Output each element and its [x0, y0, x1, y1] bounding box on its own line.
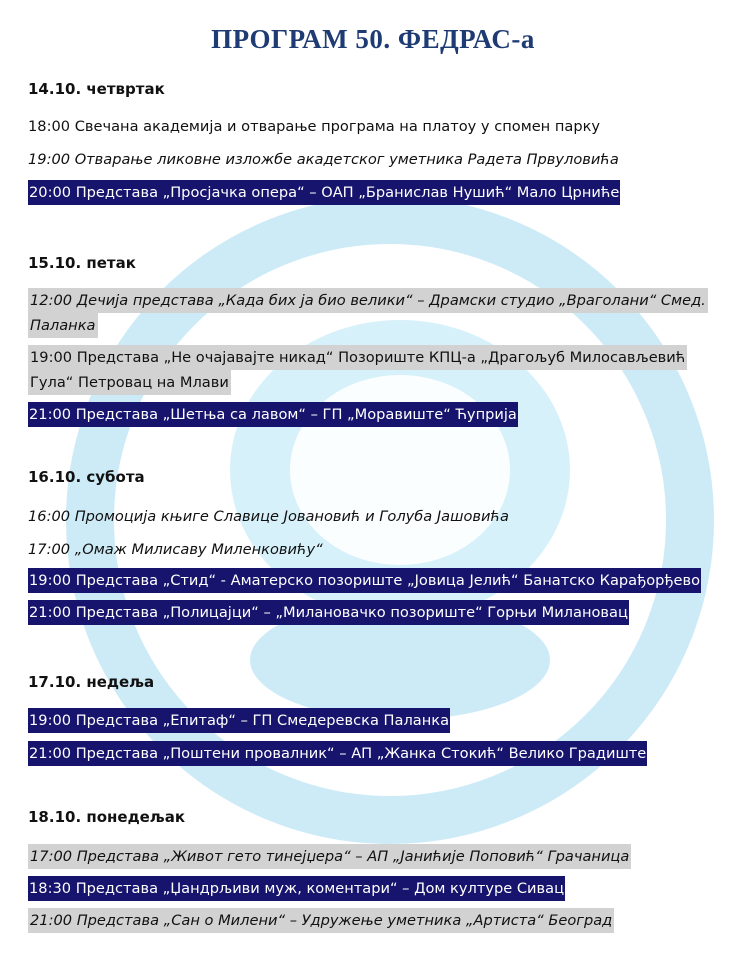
event-item: 19:00 Представа „Епитаф“ – ГП Смедеревска Паланка [28, 708, 450, 733]
event-item: 19:00 Отварање ликовне изложбе акадетског уметника Радета Првуловића [28, 151, 619, 168]
event-item-line: Гула“ Петровац на Млави [28, 370, 231, 395]
event-item: 21:00 Представа „Полицајци“ – „Милановачко позориште“ Горњи Милановац [28, 600, 629, 625]
page-title: ПРОГРАМ 50. ФЕДРАС-а [211, 24, 535, 54]
event-item: 17:00 Представа „Живот гето тинејџера“ – АП „Јанићије Поповић“ Грачаница [28, 844, 631, 869]
event-item: 20:00 Представа „Просјачка опера“ – ОАП „Бранислав Нушић“ Мало Црниће [28, 180, 620, 205]
day-heading: 14.10. четвртак [28, 80, 165, 98]
day-heading: 18.10. понедељак [28, 808, 186, 826]
day-heading: 15.10. петак [28, 254, 136, 272]
event-item-line: 12:00 Дечија представа „Када бих ја био велики“ – Драмски студио „Враголани“ Смед. [28, 288, 708, 313]
event-item: 21:00 Представа „Сан о Милени“ – Удружење уметника „Артиста“ Београд [28, 908, 614, 933]
event-item: 18:00 Свечана академија и отварање програма на платоу у спомен парку [28, 118, 601, 135]
event-item: 19:00 Представа „Стид“ - Аматерско позориште „Јовица Јелић“ Банатско Карађорђево [28, 568, 701, 593]
event-item-line: Паланка [28, 313, 98, 338]
event-item: 18:30 Представа „Џандрљиви муж, коментари“ – Дом културе Сивац [28, 876, 565, 901]
event-item: 21:00 Представа „Шетња са лавом“ – ГП „Моравиште“ Ћуприја [28, 402, 518, 427]
event-item: 16:00 Промоција књиге Славице Јовановић и Голуба Јашовића [28, 508, 509, 525]
event-item-line: 19:00 Представа „Не очајавајте никад“ Позориште КПЦ-а „Драгољуб Милосављевић [28, 345, 687, 370]
day-heading: 16.10. субота [28, 468, 145, 486]
event-item: 21:00 Представа „Поштени провалник“ – АП „Жанка Стокић“ Велико Градиште [28, 741, 647, 766]
day-heading: 17.10. недеља [28, 673, 155, 691]
event-item: 17:00 „Омаж Милисаву Миленковићу“ [28, 541, 323, 558]
